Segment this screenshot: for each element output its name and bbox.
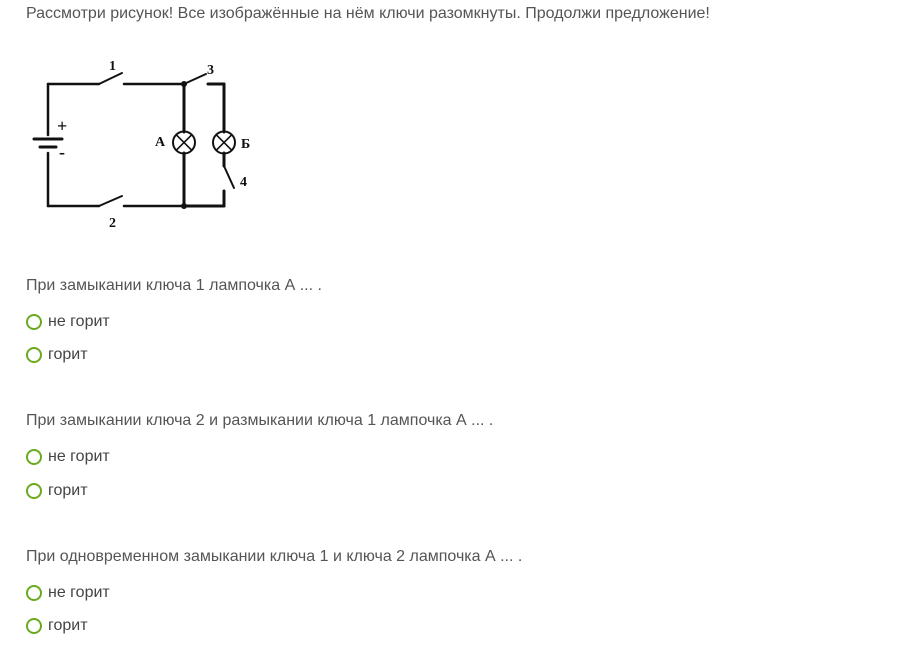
q2-option-lit[interactable]: [26, 482, 88, 500]
question-1: При замыкании ключа 1 лампочка А ... .: [26, 277, 322, 294]
key-4-switch: [224, 166, 234, 188]
key-3-label: 3: [207, 63, 214, 78]
option-label: горит: [48, 482, 88, 499]
lamp-a: [173, 132, 195, 154]
radio-button[interactable]: [26, 314, 42, 330]
lamp-b: [213, 132, 235, 154]
q1-option-lit[interactable]: [26, 346, 88, 364]
key-4-label: 4: [240, 175, 247, 190]
radio-button[interactable]: [26, 449, 42, 465]
task-instruction: Рассмотри рисунок! Все изображённые на нём ключи разомкнуты. Продолжи предложение!: [26, 5, 710, 22]
junction-bottom: [181, 203, 187, 209]
key-3-switch: [184, 74, 206, 84]
option-label: горит: [48, 617, 88, 634]
option-label: горит: [48, 346, 88, 363]
q3-option-lit[interactable]: [26, 617, 88, 635]
radio-button[interactable]: [26, 585, 42, 601]
key-2-label: 2: [109, 216, 116, 231]
lamp-a-label: А: [155, 135, 166, 150]
q2-option-not-lit[interactable]: [26, 448, 110, 466]
question-3: При одновременном замыкании ключа 1 и ключа 2 лампочка А ... .: [26, 548, 523, 565]
radio-button[interactable]: [26, 483, 42, 499]
key-2-switch: [99, 196, 122, 206]
question-2: При замыкании ключа 2 и размыкании ключа 1 лампочка А ... .: [26, 412, 494, 429]
lamp-b-label: Б: [241, 137, 251, 152]
circuit-diagram: [26, 52, 266, 237]
junction-top: [181, 81, 187, 87]
option-label: не горит: [48, 448, 110, 465]
q1-option-not-lit[interactable]: [26, 313, 110, 331]
key-1-label: 1: [109, 59, 116, 74]
battery-plus-label: +: [57, 116, 68, 136]
key-1-switch: [99, 73, 122, 84]
q3-option-not-lit[interactable]: [26, 584, 110, 602]
radio-button[interactable]: [26, 618, 42, 634]
battery-minus-label: -: [59, 142, 65, 162]
option-label: не горит: [48, 313, 110, 330]
option-label: не горит: [48, 584, 110, 601]
radio-button[interactable]: [26, 347, 42, 363]
